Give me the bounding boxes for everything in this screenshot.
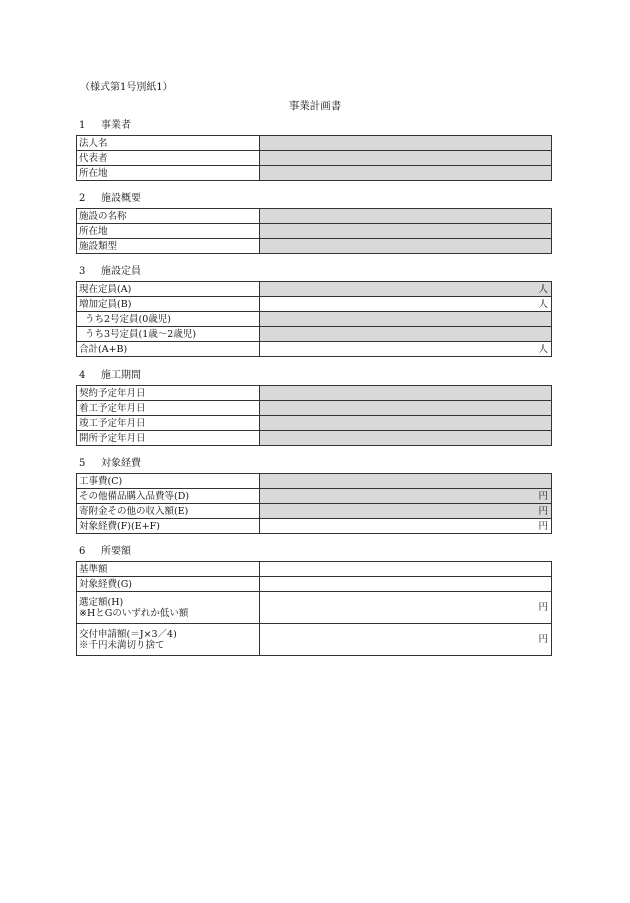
row-label-line: 交付申請額(＝J×3／4): [79, 628, 177, 640]
selected-amount-field[interactable]: 円: [260, 592, 552, 624]
section-construction-period: [76, 370, 552, 446]
table-row: [77, 489, 552, 504]
section-number: 6: [79, 546, 86, 557]
table-row: [77, 297, 552, 312]
facility-address-field[interactable]: [260, 224, 552, 239]
table-row: [77, 342, 552, 357]
row-label: 合計(A+B): [77, 342, 260, 357]
table-row: [77, 209, 552, 224]
row-label: 施設類型: [77, 239, 260, 254]
row-label: 法人名: [77, 136, 260, 151]
section-title: 施設定員: [101, 266, 141, 277]
row-label: 工事費(C): [77, 474, 260, 489]
row-label: 所在地: [77, 166, 260, 181]
section-heading: [79, 120, 552, 132]
start-date-field[interactable]: [260, 401, 552, 416]
section-eligible-expenses: [76, 458, 552, 534]
table-row: [77, 416, 552, 431]
donation-income-field[interactable]: 円: [260, 504, 552, 519]
table-row: [77, 431, 552, 446]
opening-date-field[interactable]: [260, 431, 552, 446]
row-label: 着工予定年月日: [77, 401, 260, 416]
section-required-amount: [76, 546, 552, 656]
table-row: [77, 166, 552, 181]
section-title: 施設概要: [101, 193, 141, 204]
section-title: 所要額: [101, 546, 131, 557]
row-label: 対象経費(F)(E+F): [77, 519, 260, 534]
table-row: [77, 239, 552, 254]
contract-date-field[interactable]: [260, 386, 552, 401]
eligible-expense-total-field[interactable]: 円: [260, 519, 552, 534]
table-row: [77, 327, 552, 342]
row-label: 施設の名称: [77, 209, 260, 224]
section-number: 2: [79, 193, 86, 204]
row-label: 基準額: [77, 562, 260, 577]
facility-type-field[interactable]: [260, 239, 552, 254]
current-capacity-field[interactable]: 人: [260, 282, 552, 297]
table-row: [77, 151, 552, 166]
table-row: [77, 312, 552, 327]
section-heading: [79, 266, 552, 278]
form-identifier: （様式第1号別紙1）: [80, 82, 173, 93]
table-row: [77, 136, 552, 151]
row-label: 竣工予定年月日: [77, 416, 260, 431]
document-title: 事業計画書: [288, 100, 342, 112]
row-label: 寄附金その他の収入額(E): [77, 504, 260, 519]
section-number: 3: [79, 266, 86, 277]
completion-date-field[interactable]: [260, 416, 552, 431]
row-label: [77, 624, 260, 656]
table-row: [77, 519, 552, 534]
type2-capacity-field[interactable]: [260, 312, 552, 327]
row-label: 開所予定年月日: [77, 431, 260, 446]
section-title: 対象経費: [101, 458, 141, 469]
table-row: [77, 474, 552, 489]
section-facility-capacity: [76, 266, 552, 357]
table-row: [77, 282, 552, 297]
grant-request-amount-field[interactable]: 円: [260, 624, 552, 656]
section-heading: [79, 546, 552, 558]
table-row: [77, 401, 552, 416]
facility-name-field[interactable]: [260, 209, 552, 224]
table-row: [77, 577, 552, 592]
row-label-line: 選定額(H): [79, 596, 124, 608]
standard-amount-field[interactable]: [260, 562, 552, 577]
row-label: 代表者: [77, 151, 260, 166]
facility-overview-table: [76, 208, 552, 254]
row-label: 現在定員(A): [77, 282, 260, 297]
row-label: 契約予定年月日: [77, 386, 260, 401]
section-facility-overview: [76, 193, 552, 254]
table-row: [77, 592, 552, 624]
table-row: [77, 386, 552, 401]
row-label: 対象経費(G): [77, 577, 260, 592]
construction-period-table: [76, 385, 552, 446]
eligible-expenses-table: [76, 473, 552, 534]
row-label: うち2号定員(0歳児): [77, 312, 260, 327]
row-label: 所在地: [77, 224, 260, 239]
section-title: 施工期間: [101, 370, 141, 381]
table-row: [77, 624, 552, 656]
section-business-operator: [76, 120, 552, 181]
eligible-expense-g-field[interactable]: [260, 577, 552, 592]
type3-capacity-field[interactable]: [260, 327, 552, 342]
section-heading: [79, 370, 552, 382]
total-capacity-field[interactable]: 人: [260, 342, 552, 357]
section-number: 1: [79, 120, 86, 131]
required-amount-table: [76, 561, 552, 656]
table-row: [77, 224, 552, 239]
corporation-name-field[interactable]: [260, 136, 552, 151]
row-label: うち3号定員(1歳～2歳児): [77, 327, 260, 342]
section-heading: [79, 193, 552, 205]
business-operator-table: [76, 135, 552, 181]
increased-capacity-field[interactable]: 人: [260, 297, 552, 312]
row-label-note: ※HとGのいずれか低い額: [79, 607, 189, 619]
table-row: [77, 504, 552, 519]
equipment-cost-field[interactable]: 円: [260, 489, 552, 504]
section-heading: [79, 458, 552, 470]
section-title: 事業者: [101, 120, 131, 131]
row-label: その他備品購入品費等(D): [77, 489, 260, 504]
section-number: 4: [79, 370, 86, 381]
facility-capacity-table: [76, 281, 552, 357]
representative-field[interactable]: [260, 151, 552, 166]
operator-address-field[interactable]: [260, 166, 552, 181]
construction-cost-field[interactable]: [260, 474, 552, 489]
table-row: [77, 562, 552, 577]
row-label-note: ※千円未満切り捨て: [79, 639, 165, 651]
section-number: 5: [79, 458, 86, 469]
row-label: [77, 592, 260, 624]
row-label: 増加定員(B): [77, 297, 260, 312]
